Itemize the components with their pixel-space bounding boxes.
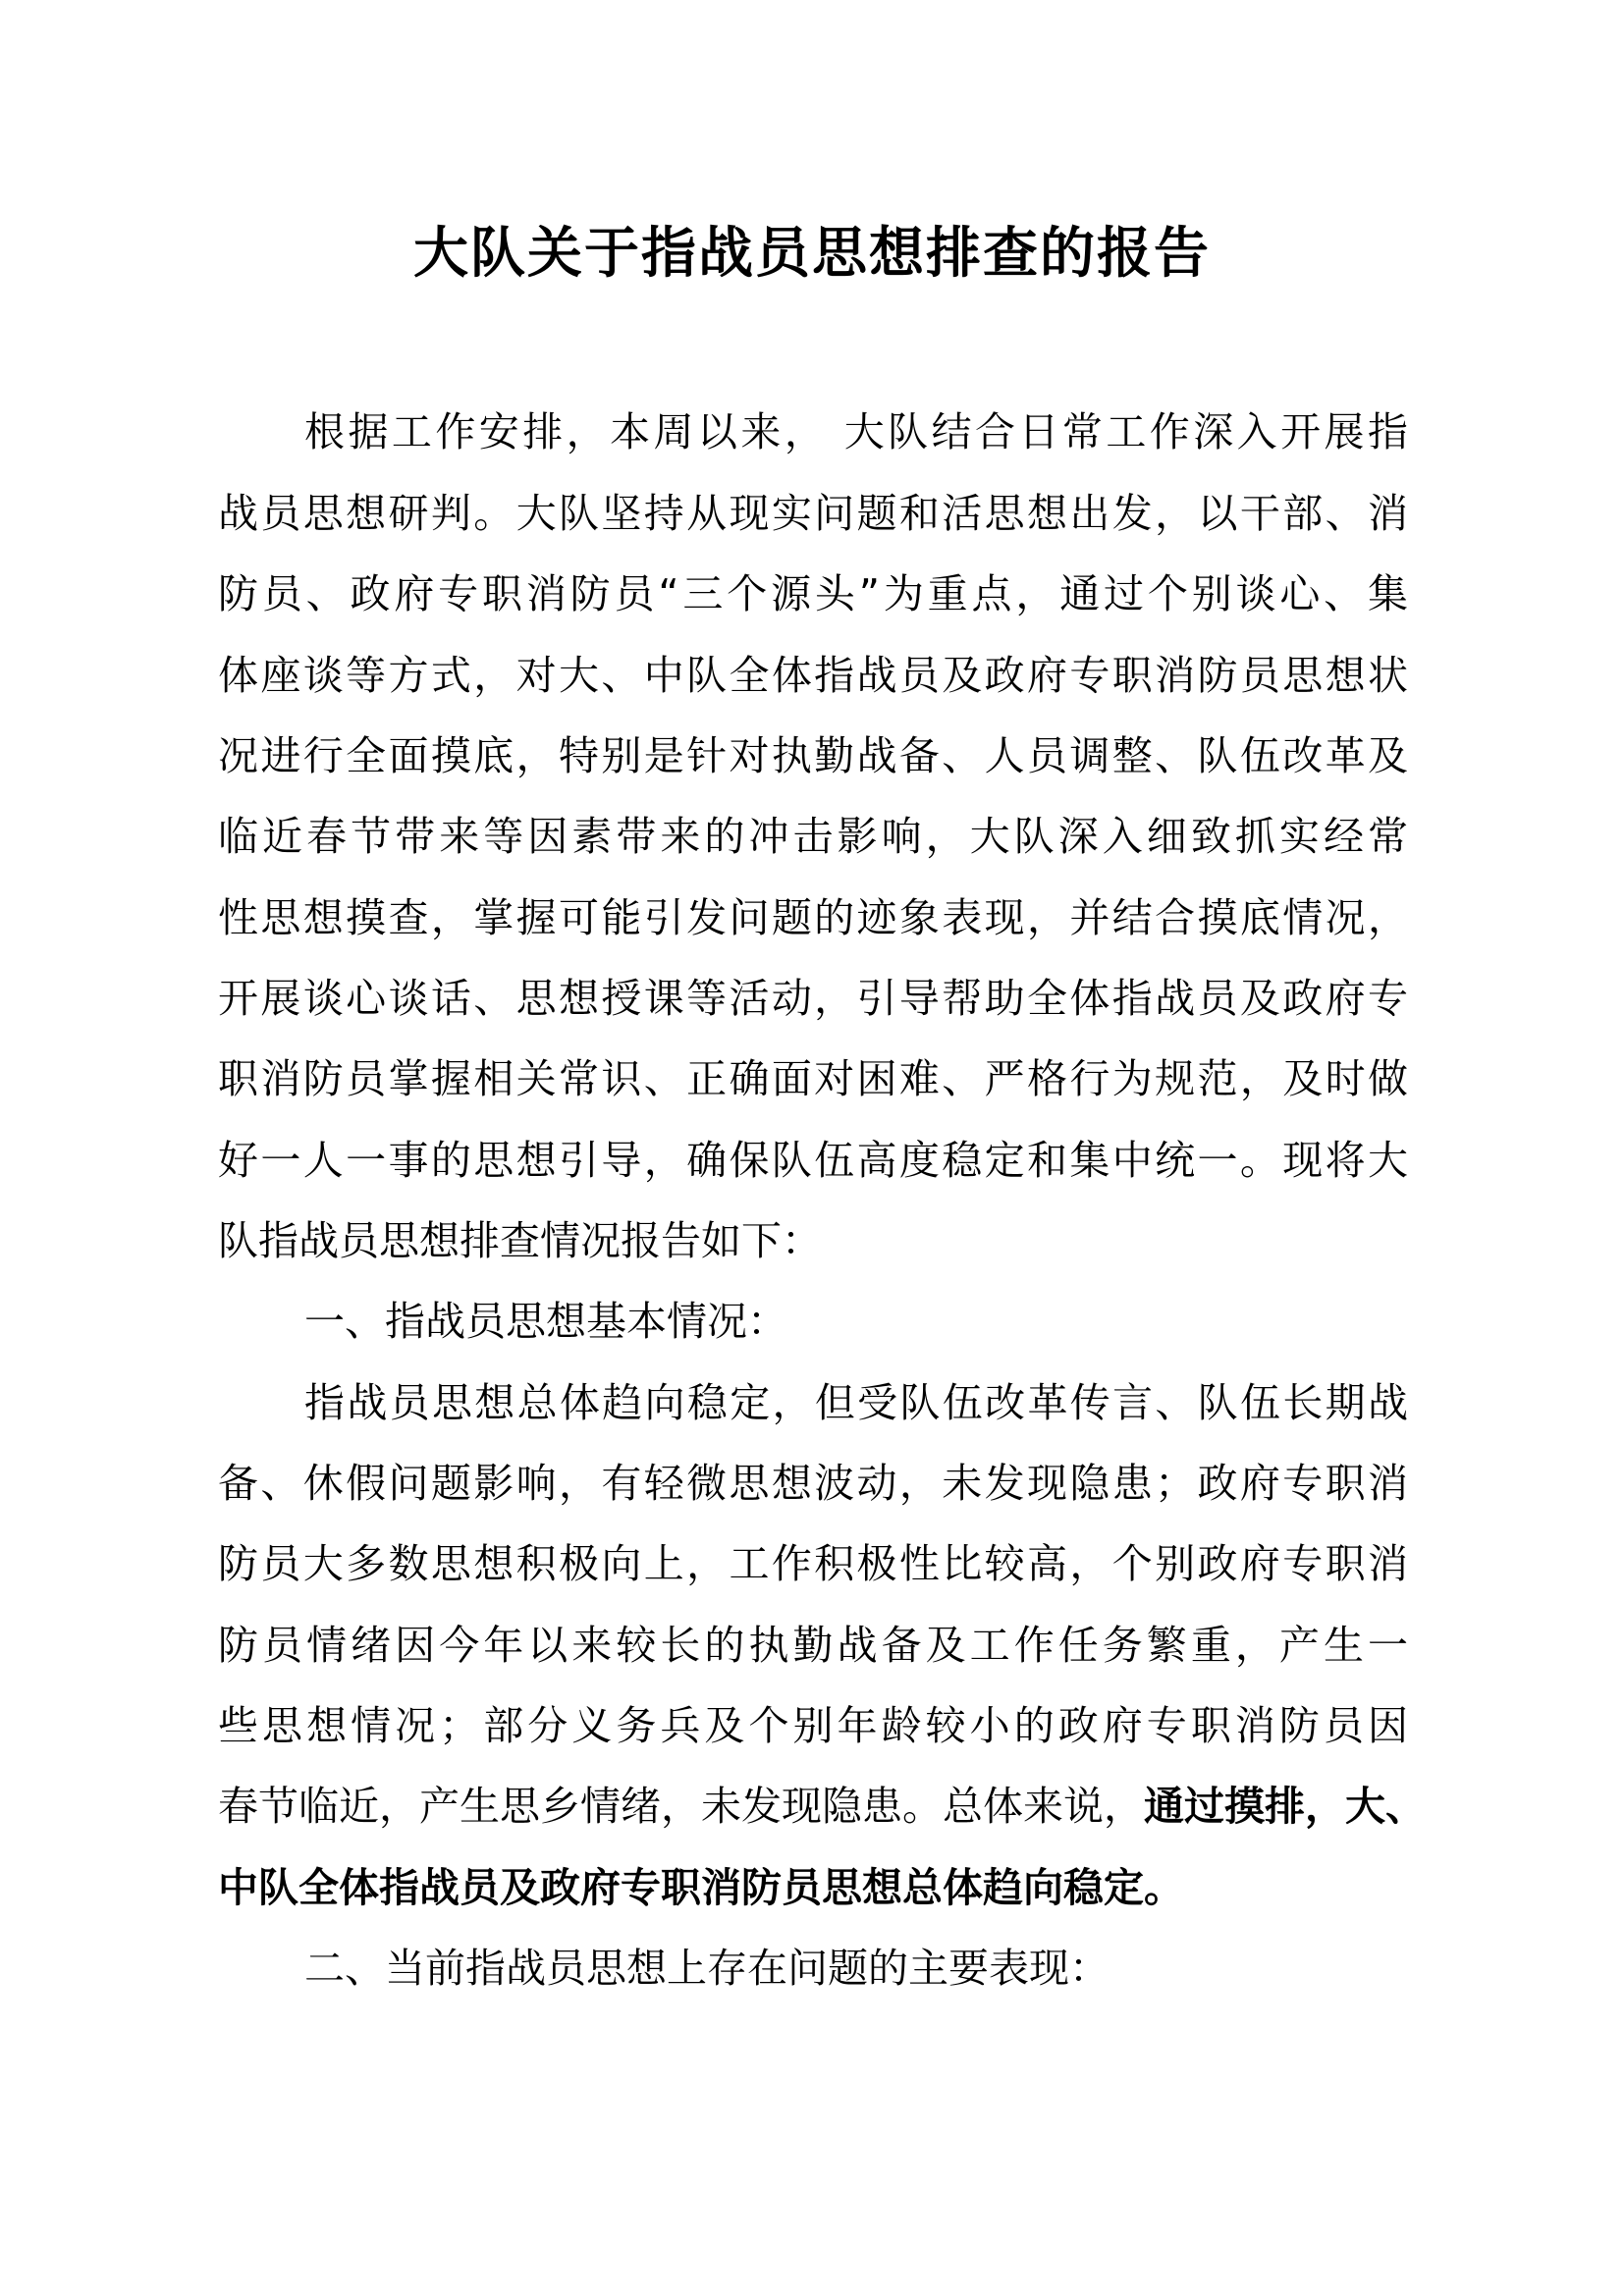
paragraph-1-line-10: 好一人一事的思想引导，确保队伍高度稳定和集中统一。现将大 [218,1137,1408,1184]
paragraph-1-line-3: 防员、政府专职消防员“三个源头”为重点，通过个别谈心、集 [218,570,1408,617]
document-title: 大队关于指战员思想排查的报告 [413,221,1211,286]
paragraph-2-line-6 [218,1777,1426,1836]
paragraph-1-line-1: 根据工作安排，本周以来， 大队结合日常工作深入开展指 [304,408,1408,455]
paragraph-2-line-5: 些思想情况；部分义务兵及个别年龄较小的政府专职消防员因 [218,1702,1408,1749]
paragraph-1-line-7: 性思想摸查，掌握可能引发问题的迹象表现，并结合摸底情况， [218,894,1408,941]
paragraph-1-line-5: 况进行全面摸底，特别是针对执勤战备、人员调整、队伍改革及 [218,732,1408,779]
paragraph-2-line-1: 指战员思想总体趋向稳定，但受队伍改革传言、队伍长期战 [304,1379,1408,1426]
paragraph-1-line-11: 队指战员思想排查情况报告如下： [218,1217,822,1264]
paragraph-2-line-6-normal: 春节临近，产生思乡情绪，未发现隐患。总体来说， [218,1783,1144,1830]
paragraph-2-line-7-bold: 中队全体指战员及政府专职消防员思想总体趋向稳定。 [218,1864,1184,1911]
paragraph-1-line-8: 开展谈心谈话、思想授课等活动，引导帮助全体指战员及政府专 [218,975,1408,1022]
paragraph-2-line-6-bold: 通过摸排，大、 [1144,1783,1426,1830]
paragraph-1-line-9: 职消防员掌握相关常识、正确面对困难、严格行为规范，及时做 [218,1055,1408,1102]
section-heading-1: 一、指战员思想基本情况： [304,1298,787,1345]
paragraph-1-line-4: 体座谈等方式，对大、中队全体指战员及政府专职消防员思想状 [218,652,1408,699]
paragraph-2-line-3: 防员大多数思想积极向上，工作积极性比较高，个别政府专职消 [218,1540,1408,1587]
paragraph-2-line-4: 防员情绪因今年以来较长的执勤战备及工作任务繁重，产生一 [218,1622,1408,1669]
paragraph-2-line-2: 备、休假问题影响，有轻微思想波动，未发现隐患；政府专职消 [218,1460,1408,1507]
paragraph-1-line-2: 战员思想研判。大队坚持从现实问题和活思想出发，以干部、消 [218,490,1408,537]
section-heading-2: 二、当前指战员思想上存在问题的主要表现： [304,1945,1110,1992]
paragraph-1-line-6: 临近春节带来等因素带来的冲击影响，大队深入细致抓实经常 [218,813,1408,860]
